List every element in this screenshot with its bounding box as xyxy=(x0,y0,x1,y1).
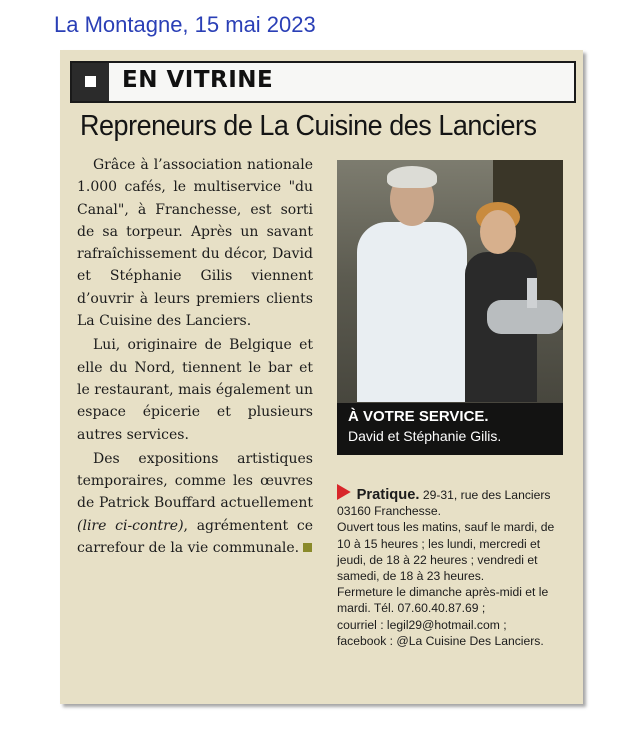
pratique-email: courriel : legil29@hotmail.com ; xyxy=(337,617,507,632)
pratique-box xyxy=(337,484,560,649)
paragraph-3-reference: (lire ci-contre) xyxy=(77,517,184,534)
article-photo xyxy=(337,160,563,455)
rubric-bar xyxy=(70,61,576,103)
photo-caption-text: David et Stéphanie Gilis. xyxy=(348,428,502,444)
article-body xyxy=(77,154,313,561)
square-bullet-icon xyxy=(72,63,109,101)
pratique-facebook: facebook : @La Cuisine Des Lanciers. xyxy=(337,633,544,648)
rubric-label: EN VITRINE xyxy=(122,67,274,93)
article-paragraph-3 xyxy=(77,448,313,559)
headline: Repreneurs de La Cuisine des Lanciers xyxy=(80,110,537,142)
paragraph-3-start: Des expositions artistiques temporaires, comme les œuvres de Patrick Bouffard actuellement xyxy=(77,450,313,512)
paragraph-3-end: , agrémentent ce carrefour de la vie communale. xyxy=(77,517,313,557)
pratique-heading: Pratique. xyxy=(356,486,420,503)
pratique-closing: Fermeture le dimanche après-midi et le mardi. Tél. 07.60.40.87.69 ; xyxy=(337,585,549,616)
photo-caption-title: À VOTRE SERVICE. xyxy=(348,408,489,425)
article-paragraph-1: Grâce à l’association nationale 1.000 cafés, le multiservice "du Canal", à Franchesse, est sorti de sa torpeur. Après un savant rafraîchissement du décor, David et Stéphanie Gilis viennent d’ouvrir à leurs premiers clients La Cuisine des Lanciers. xyxy=(77,157,313,330)
pratique-hours: Ouvert tous les matins, sauf le mardi, de 10 à 15 heures ; les lundi, mercredi et jeudi, de 18 à 22 heures ; vendredi et samedi, de 18 à 23 heures. xyxy=(337,520,555,584)
article-paragraph-2: Lui, originaire de Belgique et elle du Nord, tiennent le bar et le restaurant, mais également un espace épicerie et plusieurs autres services. xyxy=(77,337,313,443)
end-square-icon xyxy=(303,543,312,552)
arrow-right-icon xyxy=(337,484,351,500)
pratique-address-line xyxy=(337,484,560,519)
newspaper-clipping xyxy=(60,50,583,704)
pratique-address: 29-31, rue des Lanciers 03160 Franchesse. xyxy=(337,488,551,519)
source-label: La Montagne, 15 mai 2023 xyxy=(54,12,316,37)
